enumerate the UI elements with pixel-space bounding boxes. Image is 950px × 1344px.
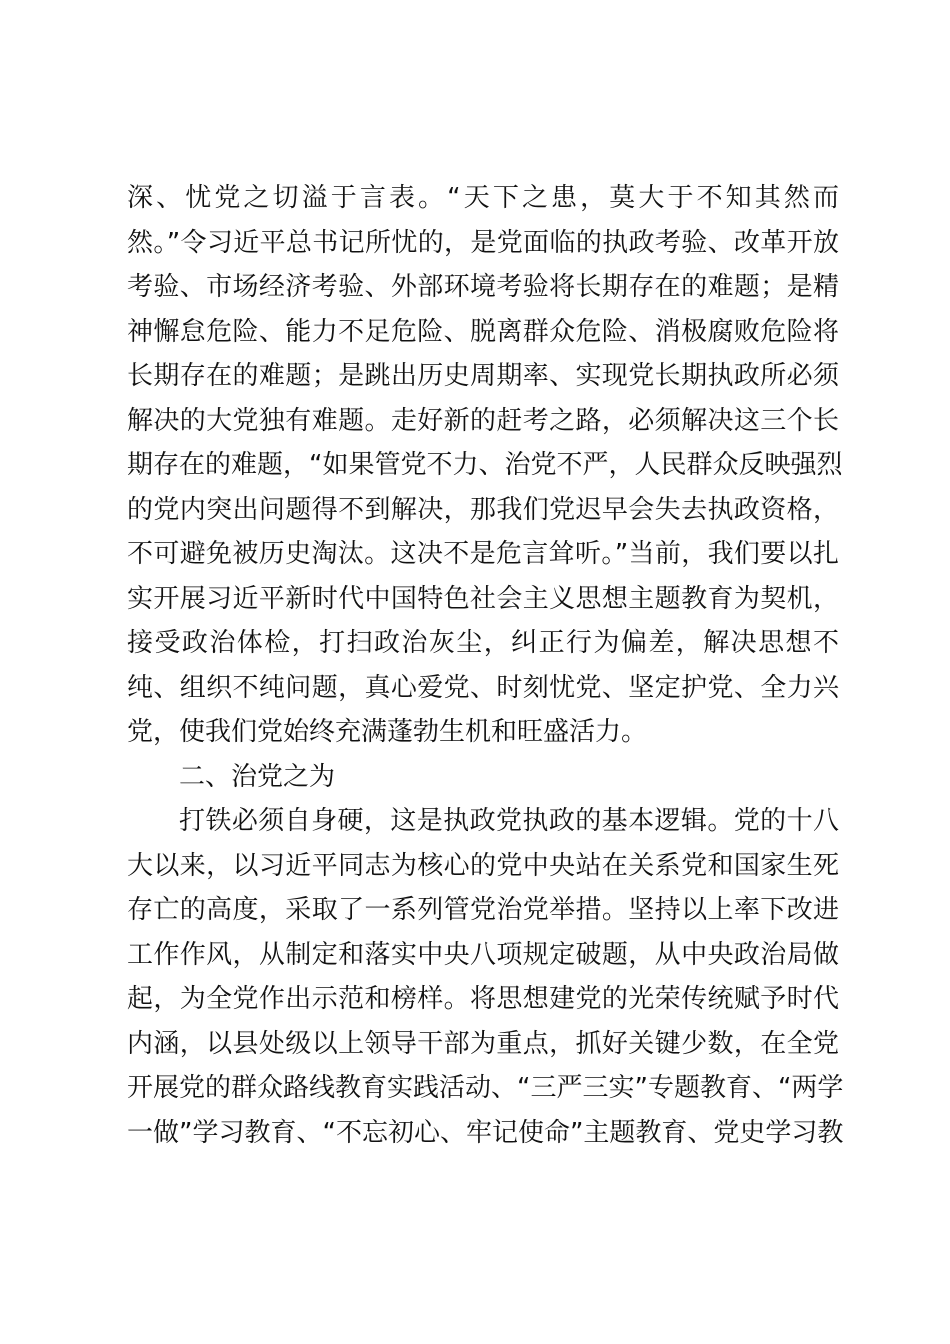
paragraph-line: 接受政治体检，打扫政治灰尘，纠正行为偏差，解决思想不 (127, 628, 839, 658)
paragraph-line: 然。”令习近平总书记所忧的，是党面临的执政考验、改革开放 (127, 227, 839, 258)
paragraph-line: 实开展习近平新时代中国特色社会主义思想主题教育为契机， (127, 583, 839, 614)
paragraph-line: 神懈怠危险、能力不足危险、脱离群众危险、消极腐败危险将 (127, 316, 839, 347)
paragraph-line: 深、忧党之切溢于言表。“天下之患，莫大于不知其然而 (127, 183, 839, 213)
paragraph-line: 长期存在的难题；是跳出历史周期率、实现党长期执政所必须 (127, 361, 839, 391)
paragraph-line: 纯、组织不纯问题，真心爱党、时刻忧党、坚定护党、全力兴 (127, 672, 839, 703)
paragraph-line: 一做”学习教育、“不忘初心、牢记使命”主题教育、党史学习教 (127, 1117, 844, 1148)
section-heading: 二、治党之为 (179, 761, 336, 792)
paragraph-line: 起，为全党作出示范和榜样。将思想建党的光荣传统赋予时代 (127, 984, 839, 1014)
paragraph-line: 的党内突出问题得不到解决，那我们党迟早会失去执政资格， (127, 494, 839, 525)
paragraph-line: 解决的大党独有难题。走好新的赶考之路，必须解决这三个长 (127, 405, 839, 436)
paragraph-line: 内涵，以县处级以上领导干部为重点，抓好关键少数，在全党 (127, 1028, 839, 1059)
paragraph-first-line: 打铁必须自身硬，这是执政党执政的基本逻辑。党的十八 (179, 806, 839, 836)
paragraph-line: 考验、市场经济考验、外部环境考验将长期存在的难题；是精 (127, 272, 839, 302)
document-body (127, 176, 844, 1155)
paragraph-line: 大以来，以习近平同志为核心的党中央站在关系党和国家生死 (127, 850, 839, 881)
paragraph-line: 开展党的群众路线教育实践活动、“三严三实”专题教育、“两学 (127, 1073, 844, 1103)
paragraph-line: 不可避免被历史淘汰。这决不是危言耸听。”当前，我们要以扎 (127, 539, 839, 569)
paragraph-last-line: 党，使我们党始终充满蓬勃生机和旺盛活力。 (127, 717, 648, 747)
paragraph-line: 存亡的高度，采取了一系列管党治党举措。坚持以上率下改进 (127, 895, 839, 925)
paragraph-line: 期存在的难题，“如果管党不力、治党不严，人民群众反映强烈 (127, 450, 843, 480)
paragraph-line: 工作作风，从制定和落实中央八项规定破题，从中央政治局做 (127, 939, 839, 970)
